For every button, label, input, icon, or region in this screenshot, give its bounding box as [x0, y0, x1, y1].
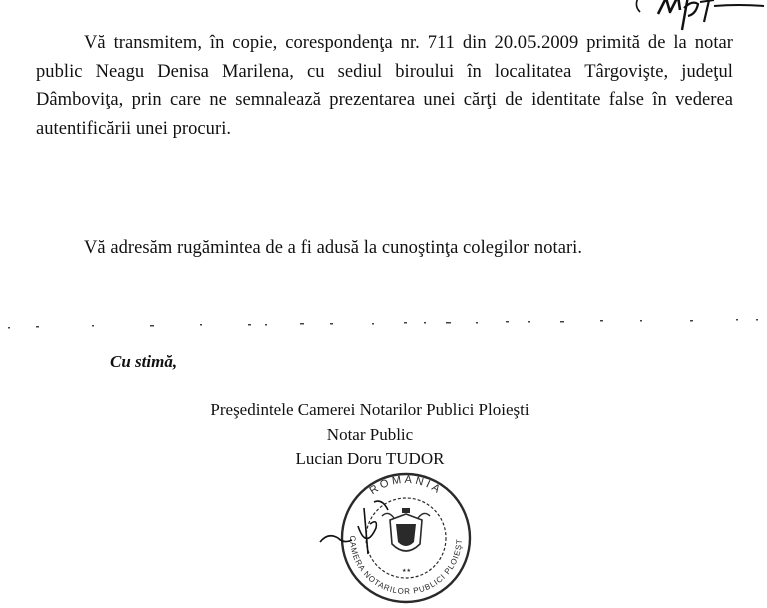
signatory-name: Lucian Doru TUDOR: [295, 449, 445, 468]
signatory-role: Preşedintele Camerei Notarilor Publici Ploieşti: [210, 400, 530, 419]
official-stamp: [318, 458, 488, 608]
svg-text:★★: ★★: [402, 568, 411, 574]
scan-noise-line: [0, 318, 767, 332]
coat-of-arms-icon: [382, 508, 430, 574]
body-paragraph-1: Vă transmitem, în copie, corespondenţa nr. 711 din 20.05.2009 primită de la notar public Neagu Denisa Marilena, cu sediul biroului în localitatea Târgovişte, judeţul Dâmboviţa, prin care ne semnalează prezentarea unei cărţi de identitate false în vederea autentificării unei procuri.: [36, 33, 733, 139]
stamp-bottom-text: CAMERA NOTARILOR PUBLICI PLOIEŞT: [347, 535, 465, 597]
stamp-top-text: ROMANIA: [367, 473, 445, 498]
body-paragraph-2: Vă adresăm rugămintea de a fi adusă la cunoştinţa colegilor notari.: [84, 238, 583, 258]
signatory-title: Notar Public: [326, 424, 414, 444]
svg-text:ROMANIA: [367, 474, 444, 497]
closing-greeting: Cu stimă,: [110, 352, 178, 371]
